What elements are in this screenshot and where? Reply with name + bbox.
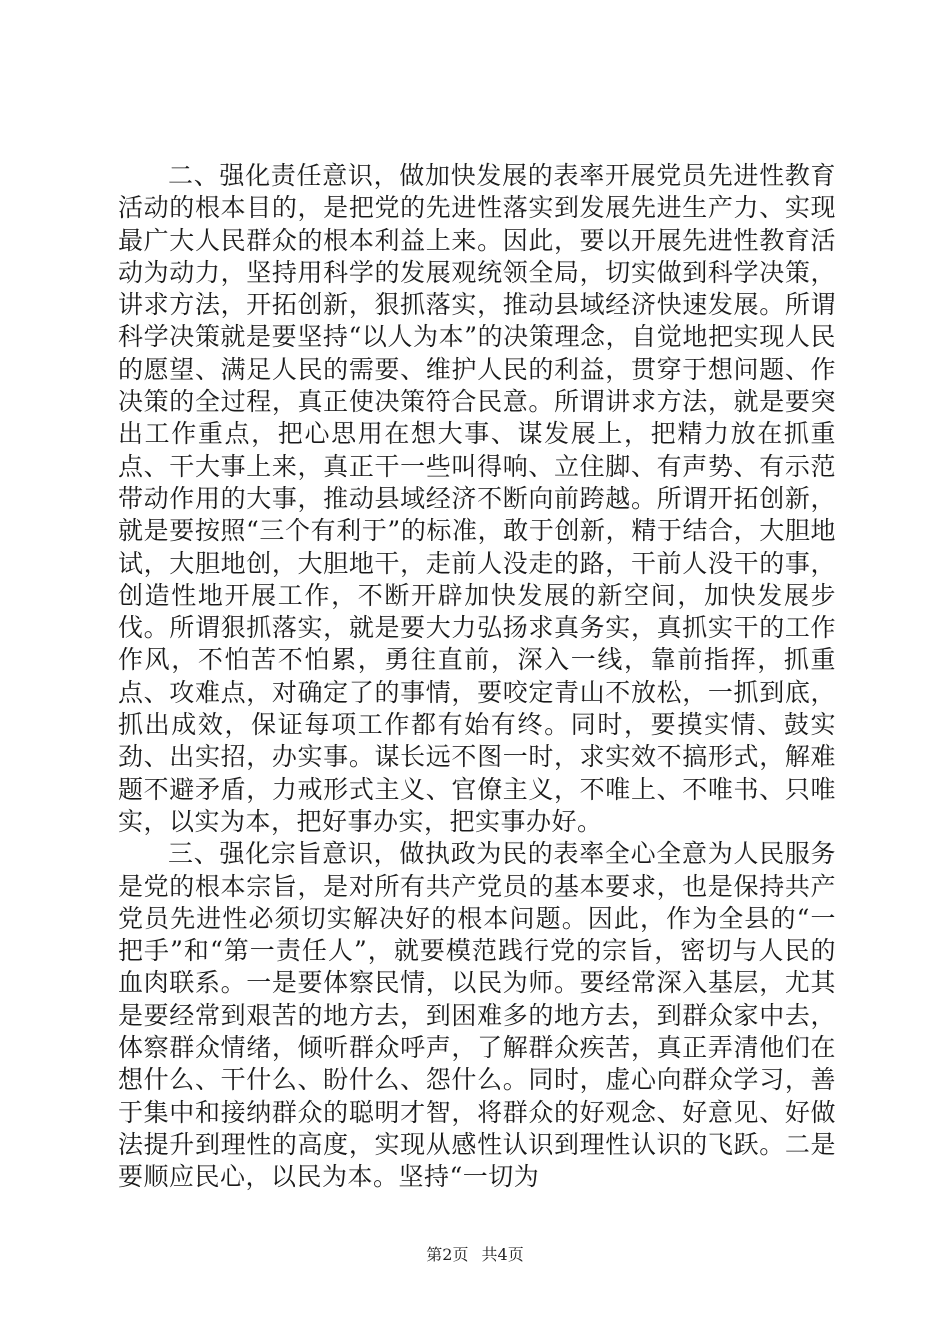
document-body bbox=[118, 160, 836, 1194]
page-footer bbox=[0, 1242, 950, 1265]
page-total: 共4页 bbox=[481, 1245, 524, 1264]
page-number: 第2页 bbox=[426, 1245, 469, 1264]
paragraph-responsibility: 二、强化责任意识，做加快发展的表率开展党员先进性教育活动的根本目的，是把党的先进性落实到发展先进生产力、实现最广大人民群众的根本利益上来。因此，要以开展先进性教育活动为动力，坚持用科学的发展观统领全局，切实做到科学决策，讲求方法，开拓创新，狠抓落实，推动县域经济快速发展。所谓科学决策就是要坚持“以人为本”的决策理念，自觉地把实现人民的愿望、满足人民的需要、维护人民的利益，贯穿于想问题、作决策的全过程，真正使决策符合民意。所谓讲求方法，就是要突出工作重点，把心思用在想大事、谋发展上，把精力放在抓重点、干大事上来，真正干一些叫得响、立住脚、有声势、有示范带动作用的大事，推动县域经济不断向前跨越。所谓开拓创新，就是要按照“三个有利于”的标准，敢于创新，精于结合，大胆地试，大胆地创，大胆地干，走前人没走的路，干前人没干的事，创造性地开展工作，不断开辟加快发展的新空间，加快发展步伐。所谓狠抓落实，就是要大力弘扬求真务实，真抓实干的工作作风，不怕苦不怕累，勇往直前，深入一线，靠前指挥，抓重点、攻难点，对确定了的事情，要咬定青山不放松，一抓到底，抓出成效，保证每项工作都有始有终。同时，要摸实情、鼓实劲、出实招，办实事。谋长远不图一时，求实效不搞形式，解难题不避矛盾，力戒形式主义、官僚主义，不唯上、不唯书、只唯实，以实为本，把好事办实，把实事办好。 bbox=[118, 161, 836, 836]
paragraph-purpose: 三、强化宗旨意识，做执政为民的表率全心全意为人民服务是党的根本宗旨，是对所有共产党员的基本要求，也是保持共产党员先进性必须切实解决好的根本问题。因此，作为全县的“一把手”和“第一责任人”，就要模范践行党的宗旨，密切与人民的血肉联系。一是要体察民情，以民为师。要经常深入基层，尤其是要经常到艰苦的地方去，到困难多的地方去，到群众家中去，体察群众情绪，倾听群众呼声，了解群众疾苦，真正弄清他们在想什么、干什么、盼什么、怨什么。同时，虚心向群众学习，善于集中和接纳群众的聪明才智，将群众的好观念、好意见、好做法提升到理性的高度，实现从感性认识到理性认识的飞跃。二是要顺应民心，以民为本。坚持“一切为 bbox=[118, 839, 836, 1192]
